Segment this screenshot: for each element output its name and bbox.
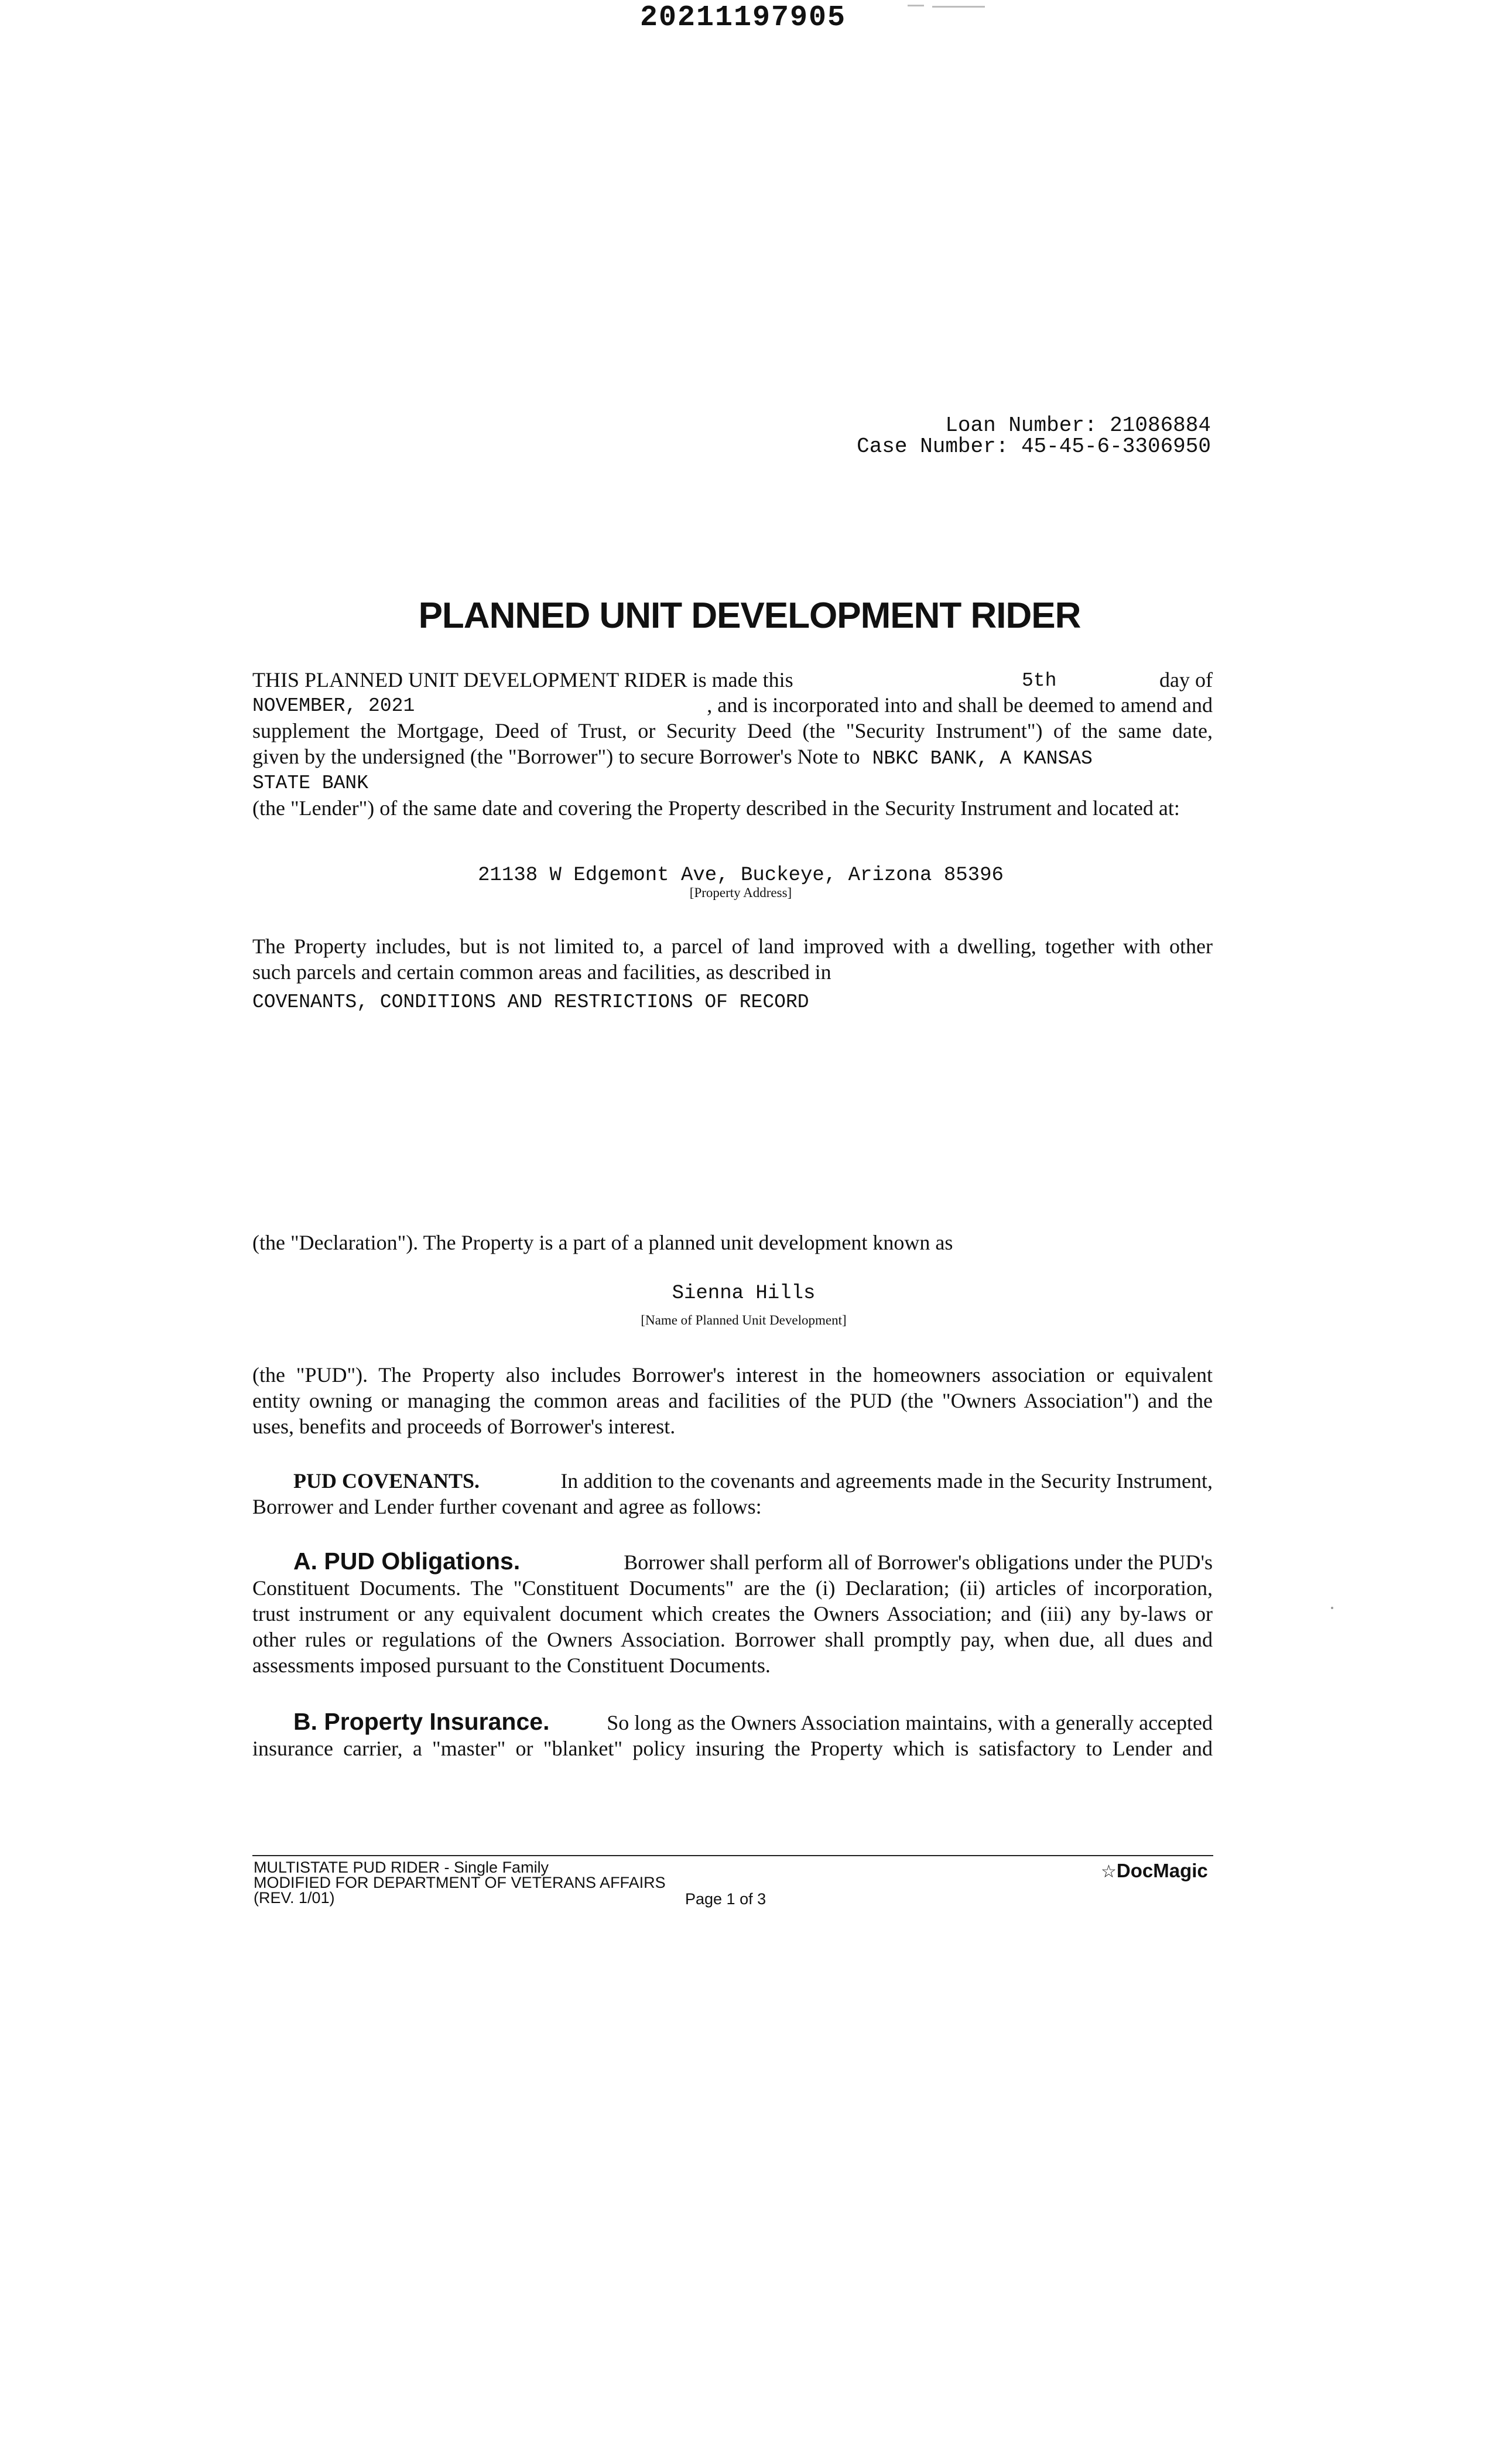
pud-name: Sienna Hills xyxy=(672,1282,816,1305)
footer-form-name: MULTISTATE PUD RIDER - Single Family xyxy=(254,1859,549,1876)
recording-number: 20211197905 xyxy=(640,1,847,35)
footer-revision: (REV. 1/01) xyxy=(254,1889,335,1907)
section-a-line-1 xyxy=(293,1548,1213,1575)
section-a-line-3: trust instrument or any equivalent document which creates the Owners Association; and (iii) any by-laws or xyxy=(252,1602,1213,1625)
intro-line-3: supplement the Mortgage, Deed of Trust, or Security Deed (the "Security Instrument") of the same date, xyxy=(252,719,1213,742)
section-a-line-4: other rules or regulations of the Owners Association. Borrower shall promptly pay, when due, all dues and xyxy=(252,1628,1213,1651)
intro-day-of: day of xyxy=(1159,668,1213,692)
section-b-line-2: insurance carrier, a "master" or "blanket" policy insuring the Property which is satisfactory to Lender and xyxy=(252,1737,1213,1760)
pud-def-line-1: (the "PUD"). The Property also includes Borrower's interest in the homeowners association or equivalent xyxy=(252,1363,1213,1387)
case-number: Case Number: 45-45-6-3306950 xyxy=(857,434,1211,458)
document-title: PLANNED UNIT DEVELOPMENT RIDER xyxy=(418,596,1081,636)
star-outline-icon: ☆ xyxy=(1101,1862,1117,1881)
covenants-intro: In addition to the covenants and agreements made in the Security Instrument, xyxy=(560,1469,1213,1493)
docmagic-brand: DocMagic xyxy=(1116,1860,1208,1881)
property-address-caption: [Property Address] xyxy=(689,885,792,900)
covenants-line-1 xyxy=(293,1468,1213,1494)
property-desc-line-2: such parcels and certain common areas and facilities, as described in xyxy=(252,960,831,984)
section-a-line-5: assessments imposed pursuant to the Constituent Documents. xyxy=(252,1654,771,1677)
pud-name-caption: [Name of Planned Unit Development] xyxy=(641,1313,847,1327)
section-a-line-2: Constituent Documents. The "Constituent Documents" are the (i) Declaration; (ii) articles of incorporation, xyxy=(252,1576,1213,1600)
scan-speck xyxy=(1331,1607,1333,1609)
intro-made-this: THIS PLANNED UNIT DEVELOPMENT RIDER is made this xyxy=(252,668,793,692)
section-b-line-1 xyxy=(293,1709,1213,1736)
section-b-heading: B. Property Insurance. xyxy=(293,1708,550,1735)
footer-rule xyxy=(252,1855,1213,1856)
property-address: 21138 W Edgemont Ave, Buckeye, Arizona 85396 xyxy=(478,864,1004,887)
scan-smudge xyxy=(932,6,985,8)
section-a-text-1: Borrower shall perform all of Borrower's obligations under the PUD's xyxy=(624,1551,1213,1574)
intro-incorporated: , and is incorporated into and shall be deemed to amend and xyxy=(707,693,1213,717)
footer-modified: MODIFIED FOR DEPARTMENT OF VETERANS AFFAIRS xyxy=(254,1874,666,1891)
section-b-text-1: So long as the Owners Association maintains, with a generally accepted xyxy=(607,1711,1213,1734)
intro-note-to: given by the undersigned (the "Borrower") to secure Borrower's Note to xyxy=(252,745,860,768)
rider-day: 5th xyxy=(1022,670,1057,692)
property-desc-line-1: The Property includes, but is not limited to, a parcel of land improved with a dwelling, together with other xyxy=(252,935,1213,958)
covenants-line-2: Borrower and Lender further covenant and agree as follows: xyxy=(252,1495,762,1518)
lender-name-part-1: NBKC BANK, A KANSAS xyxy=(872,748,1093,769)
covenants-heading: PUD COVENANTS. xyxy=(293,1469,480,1493)
loan-number: Loan Number: 21086884 xyxy=(945,413,1211,437)
intro-line-4 xyxy=(252,744,1213,772)
scan-smudge xyxy=(908,5,924,6)
declaration-line: (the "Declaration"). The Property is a part of a planned unit development known as xyxy=(252,1231,953,1254)
section-a-heading: A. PUD Obligations. xyxy=(293,1548,521,1575)
intro-line-6: (the "Lender") of the same date and covering the Property described in the Security Instrument and located at: xyxy=(252,796,1180,820)
docmagic-logo xyxy=(1101,1860,1208,1881)
pud-def-line-2: entity owning or managing the common areas and facilities of the PUD (the "Owners Association") and the xyxy=(252,1389,1213,1412)
footer-page-number: Page 1 of 3 xyxy=(685,1890,766,1908)
pud-def-line-3: uses, benefits and proceeds of Borrower's interest. xyxy=(252,1415,676,1438)
lender-name-part-2: STATE BANK xyxy=(252,772,369,794)
rider-date: NOVEMBER, 2021 xyxy=(252,695,415,717)
declaration-document: COVENANTS, CONDITIONS AND RESTRICTIONS OF RECORD xyxy=(252,991,809,1013)
